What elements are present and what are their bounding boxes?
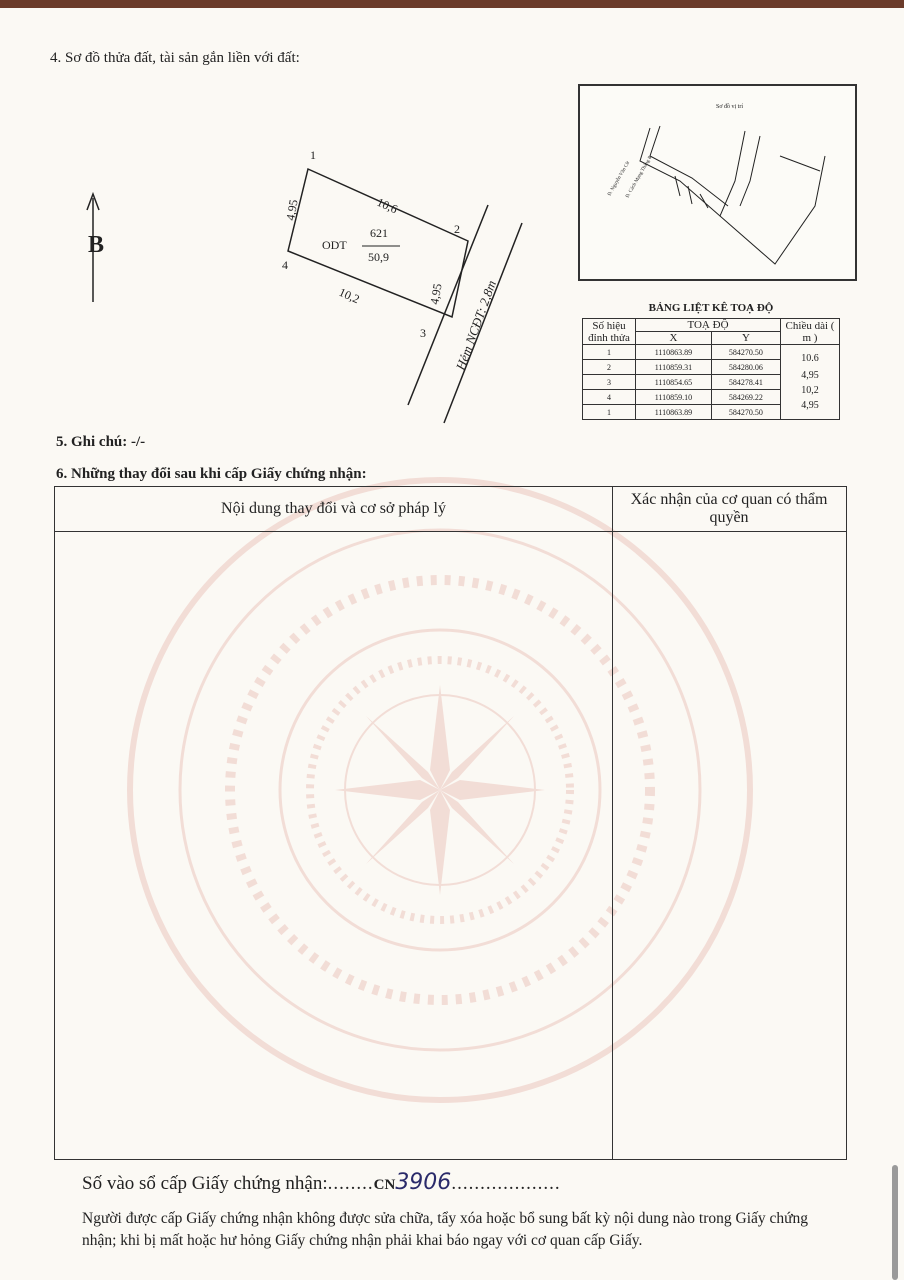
coord-y: 584269.22: [711, 390, 780, 405]
location-road-1: Đ. Nguyễn Văn Cừ: [607, 160, 632, 197]
cn-prefix: CN: [373, 1177, 396, 1193]
vertex-3: 3: [420, 326, 426, 340]
section-4-title: 4. Sơ đồ thửa đất, tài sản gắn liền với đất:: [50, 50, 300, 66]
coord-y: 584280.06: [711, 360, 780, 375]
scrollbar[interactable]: [892, 1165, 898, 1280]
edge-right-length: 4,95: [427, 282, 445, 306]
lengths-cell: [781, 345, 840, 420]
registry-number-line: [82, 1170, 561, 1195]
coordinate-table: [582, 318, 840, 420]
coord-x: 1110859.10: [636, 390, 712, 405]
location-map-drawing: [580, 86, 855, 279]
location-map-title: Sơ đồ vị trí: [716, 104, 744, 110]
legal-notice: Người được cấp Giấy chứng nhận không được sửa chữa, tẩy xóa hoặc bổ sung bất kỳ nội dung nào trong Giấy chứng nhận; khi bị mất hoặc hư hỏng Giấy chứng nhận phải khai báo ngay với cơ quan cấp Giấy.: [82, 1210, 809, 1249]
changes-content-header: Nội dung thay đổi và cơ sở pháp lý: [55, 487, 613, 532]
length-4-1: 4,95: [801, 400, 819, 411]
north-label: B: [88, 232, 105, 258]
point-id: 4: [583, 390, 636, 405]
edge-left-length: 4,95: [283, 198, 301, 222]
col-length-header: Chiều dài ( m ): [781, 319, 840, 345]
point-id: 1: [583, 405, 636, 420]
land-type-code: ODT: [322, 238, 347, 252]
col-y-header: Y: [711, 332, 780, 345]
length-2-3: 4,95: [801, 370, 819, 381]
col-coord-header: TOẠ ĐỘ: [636, 319, 781, 332]
coord-y: 584270.50: [711, 405, 780, 420]
coord-y: 584270.50: [711, 345, 780, 360]
changes-table: [54, 486, 847, 1160]
registry-label: Số vào sổ cấp Giấy chứng nhận:: [82, 1173, 328, 1194]
parcel-number: 621: [370, 226, 388, 240]
point-id: 1: [583, 345, 636, 360]
parcel-area: 50,9: [368, 250, 389, 264]
coord-x: 1110863.89: [636, 345, 712, 360]
dotted-leader: ...................: [451, 1173, 561, 1194]
point-id: 2: [583, 360, 636, 375]
authority-confirmation-header: Xác nhận của cơ quan có thẩm quyền: [612, 487, 846, 532]
edge-bottom-length: 10,2: [336, 284, 362, 307]
col-x-header: X: [636, 332, 712, 345]
length-3-4: 10,2: [801, 385, 819, 396]
coord-x: 1110859.31: [636, 360, 712, 375]
vertex-1: 1: [310, 148, 316, 162]
coord-x: 1110863.89: [636, 405, 712, 420]
vertex-4: 4: [282, 258, 288, 272]
length-1-2: 10.6: [801, 353, 819, 364]
col-point-header: Số hiệu đỉnh thửa: [583, 319, 636, 345]
table-row: [583, 345, 840, 360]
edge-top-length: 10,6: [374, 194, 400, 217]
coord-x: 1110854.65: [636, 375, 712, 390]
coordinate-table-title: BẢNG LIỆT KÊ TOẠ ĐỘ: [648, 302, 774, 314]
vertex-2: 2: [454, 222, 460, 236]
column-divider: [612, 531, 613, 1159]
point-id: 3: [583, 375, 636, 390]
section-6-title: 6. Những thay đổi sau khi cấp Giấy chứng nhận:: [56, 466, 367, 482]
location-map-inset: [578, 84, 857, 281]
location-road-2: Đ. Cách Mạng Tháng 8: [625, 155, 654, 199]
cn-number: 3906: [395, 1170, 452, 1195]
dotted-leader: ........: [327, 1173, 374, 1194]
coord-y: 584278.41: [711, 375, 780, 390]
top-border-strip: [0, 0, 904, 8]
road-label: Hẻm NCĐT: 2,8m: [452, 278, 500, 373]
section-5-notes: 5. Ghi chú: -/-: [56, 434, 146, 450]
parcel-sketch: [260, 145, 540, 430]
